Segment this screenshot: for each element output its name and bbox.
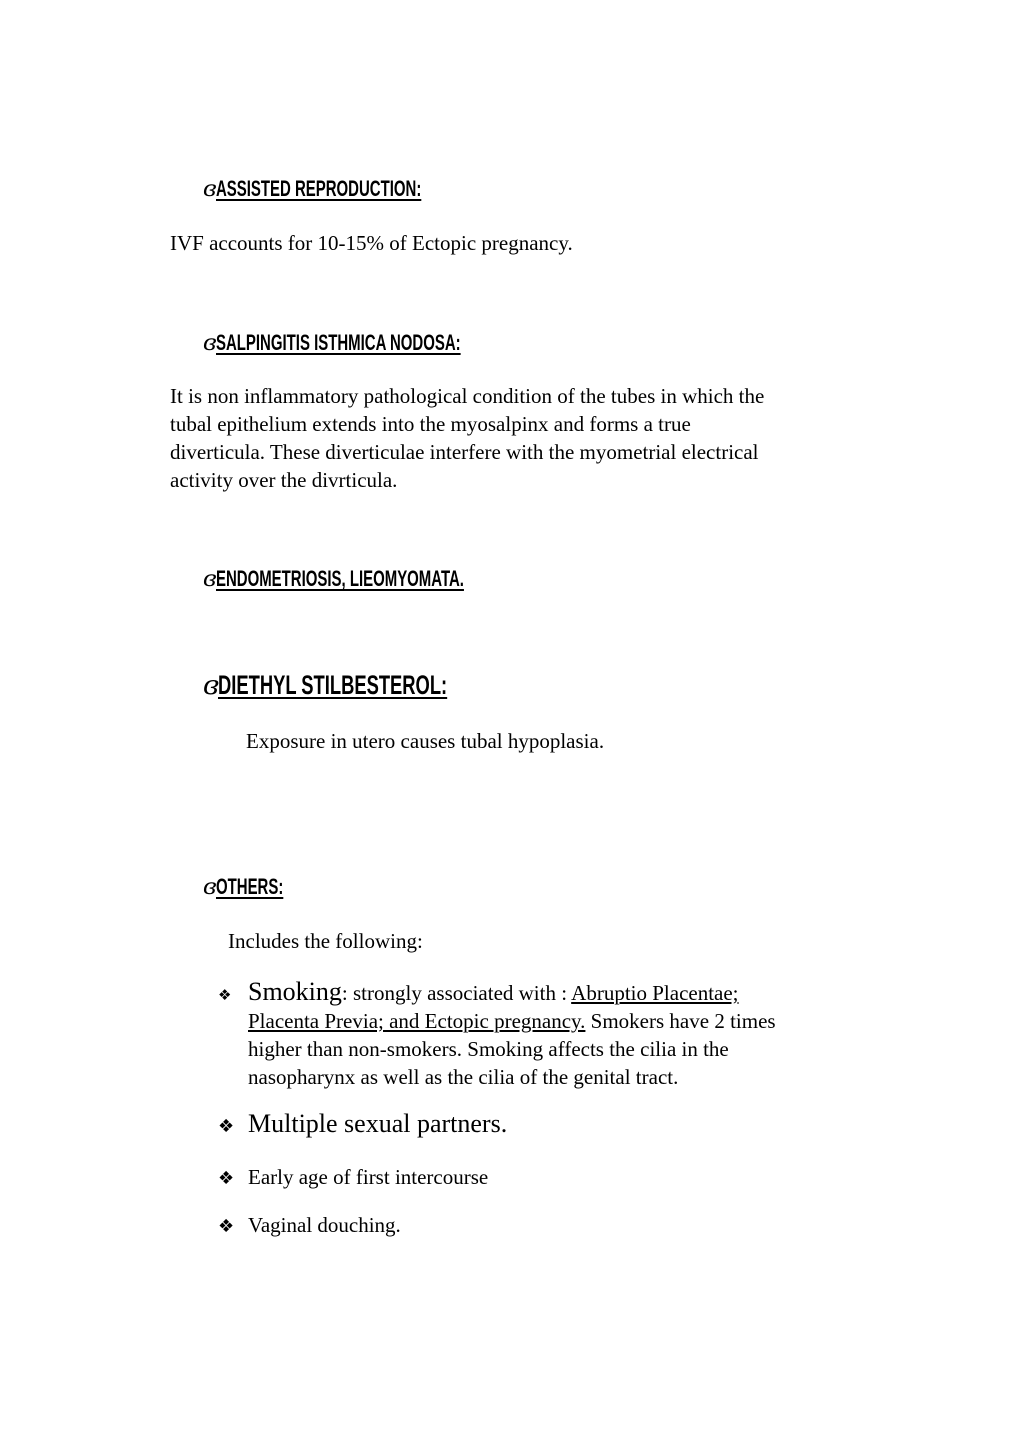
heading-assisted-reproduction (203, 176, 517, 202)
paragraph-line: tubal epithelium extends into the myosalpinx and forms a true (170, 412, 691, 436)
list-item-text: Multiple sexual partners. (248, 1109, 508, 1138)
heading-diethyl-stilbesterol (203, 670, 555, 701)
smoking-line-2 (248, 1007, 776, 1035)
heading-endometriosis (203, 566, 580, 592)
section-mark-icon: ɞ (203, 177, 214, 202)
bullet-diamond-icon: ❖ (218, 1116, 235, 1137)
heading-text: ASSISTED REPRODUCTION: (215, 176, 421, 201)
assisted-reproduction-text: IVF accounts for 10-15% of Ectopic pregnancy. (170, 231, 573, 255)
heading-text: DIETHYL STILBESTEROL: (217, 670, 448, 700)
heading-salpingitis (203, 330, 575, 356)
list-item-vaginal-douching (218, 1211, 401, 1239)
smoking-lead: Smoking (248, 977, 342, 1006)
paragraph-line: It is non inflammatory pathological condition of the tubes in which the (170, 384, 765, 408)
smoking-text (248, 978, 776, 1091)
heading-text: ENDOMETRIOSIS, LIEOMYOMATA. (215, 566, 464, 591)
bullet-diamond-icon: ❖ (218, 1216, 235, 1237)
section-mark-icon: ɞ (203, 875, 214, 900)
section-mark-icon: ɞ (203, 671, 216, 701)
smoking-line-3: higher than non-smokers. Smoking affects the cilia in the (248, 1037, 729, 1061)
section-mark-icon: ɞ (203, 567, 214, 592)
heading-text: OTHERS: (215, 874, 283, 899)
list-item-text: Vaginal douching. (248, 1213, 401, 1237)
bullet-diamond-icon: ❖ (218, 986, 232, 1004)
salpingitis-paragraph (170, 382, 764, 494)
list-item-early-age (218, 1163, 488, 1191)
smoking-line-1-plain: : strongly associated with : (341, 981, 572, 1005)
bullet-diamond-icon: ❖ (218, 1168, 235, 1189)
smoking-line-2-underlined: Placenta Previa; and Ectopic pregnancy. (248, 1009, 586, 1033)
paragraph-line: diverticula. These diverticulae interfere with the myometrial electrical (170, 440, 759, 464)
list-item-smoking (218, 978, 776, 1091)
heading-others (203, 874, 315, 900)
others-intro: Includes the following: (228, 929, 423, 953)
heading-text: SALPINGITIS ISTHMICA NODOSA: (215, 330, 461, 355)
smoking-line-4: nasopharynx as well as the cilia of the genital tract. (248, 1065, 679, 1089)
list-item-multiple-partners (218, 1110, 507, 1138)
diethyl-text: Exposure in utero causes tubal hypoplasia. (246, 729, 605, 753)
smoking-line-2-plain: Smokers have 2 times (585, 1009, 776, 1033)
smoking-line-1-underlined: Abruptio Placentae; (571, 981, 739, 1005)
section-mark-icon: ɞ (203, 331, 214, 356)
smoking-line-1 (248, 978, 776, 1007)
list-item-text: Early age of first intercourse (248, 1165, 489, 1189)
paragraph-line: activity over the divrticula. (170, 468, 398, 492)
